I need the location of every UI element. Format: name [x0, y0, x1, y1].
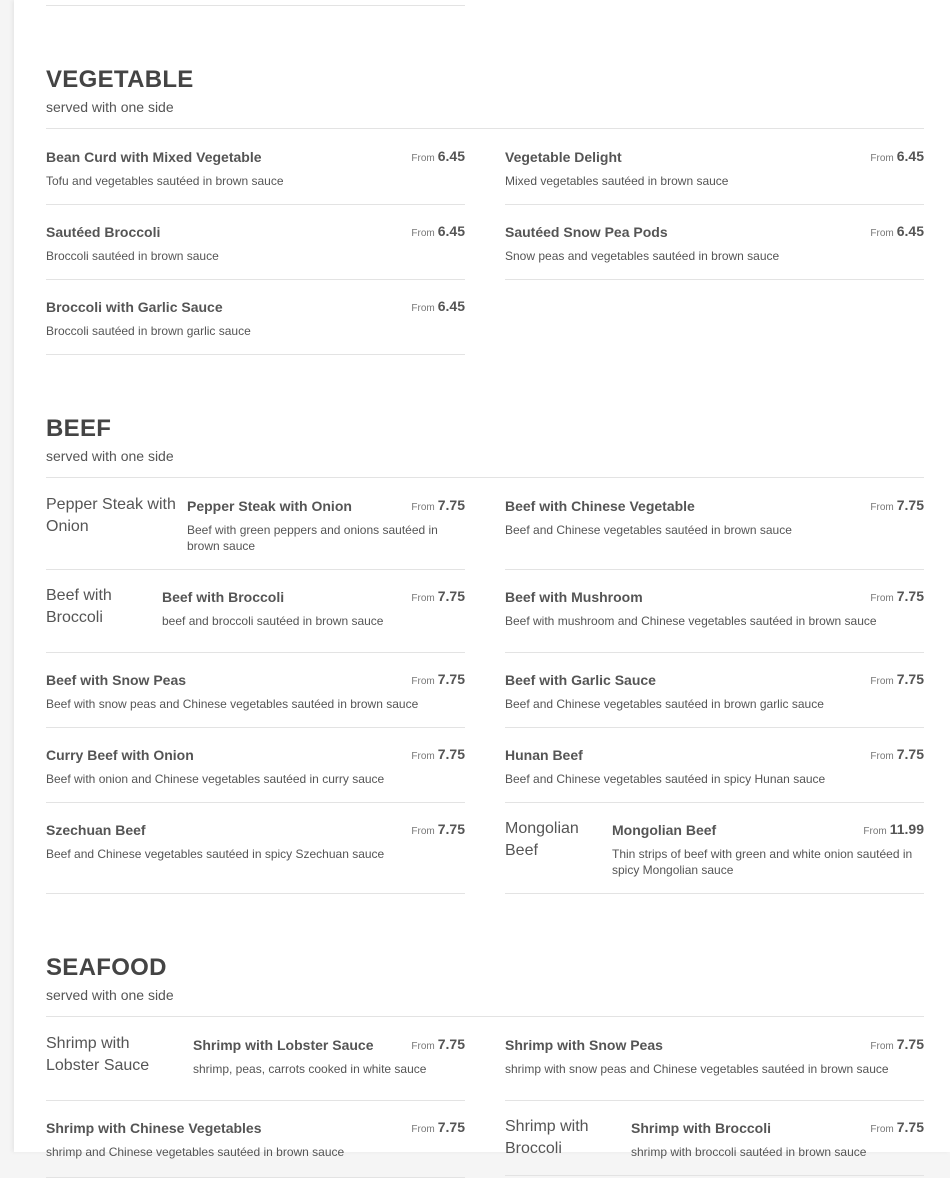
section-title: BEEF	[46, 415, 112, 442]
item-price: From 7.75	[870, 588, 924, 604]
menu-item[interactable]	[505, 670, 924, 728]
item-description: Mixed vegetables sautéed in brown sauce	[505, 174, 729, 188]
item-description: shrimp and Chinese vegetables sautéed in brown sauce	[46, 1145, 345, 1159]
section-vegetable	[46, 66, 924, 115]
divider	[46, 1016, 924, 1017]
menu-item[interactable]	[46, 147, 465, 205]
divider	[46, 477, 924, 478]
item-name: Vegetable Delight	[505, 149, 622, 165]
item-name: Bean Curd with Mixed Vegetable	[46, 149, 262, 165]
menu-item[interactable]	[505, 818, 924, 894]
item-price: From 7.75	[411, 588, 465, 604]
item-description: Beef and Chinese vegetables sautéed in brown sauce	[505, 523, 792, 537]
item-name: Beef with Chinese Vegetable	[505, 498, 695, 514]
item-price: From 6.45	[411, 148, 465, 164]
menu-item[interactable]	[46, 1033, 465, 1101]
item-description: Beef and Chinese vegetables sautéed in brown garlic sauce	[505, 697, 824, 711]
item-name: Sautéed Snow Pea Pods	[505, 224, 668, 240]
item-image: Beef with Broccoli	[46, 587, 112, 626]
divider	[46, 5, 465, 6]
item-name: Beef with Snow Peas	[46, 672, 187, 688]
item-price: From 7.75	[411, 1036, 465, 1052]
menu-item[interactable]	[505, 1116, 924, 1176]
menu-item[interactable]	[46, 222, 465, 280]
item-price: From 7.75	[870, 671, 924, 687]
item-name: Shrimp with Lobster Sauce	[193, 1037, 374, 1053]
item-description: Thin strips of beef with green and white onion sautéed in spicy Mongolian sauce	[612, 847, 913, 877]
item-price: From 6.45	[411, 298, 465, 314]
menu-item[interactable]	[46, 1118, 465, 1178]
section-seafood	[46, 954, 924, 1003]
item-price: From 7.75	[411, 671, 465, 687]
item-description: Tofu and vegetables sautéed in brown sauce	[46, 174, 284, 188]
item-name: Curry Beef with Onion	[46, 747, 194, 763]
menu-item[interactable]	[46, 585, 465, 653]
item-description: Beef and Chinese vegetables sautéed in spicy Hunan sauce	[505, 772, 826, 786]
section-subtitle: served with one side	[46, 987, 174, 1003]
menu-item[interactable]	[46, 670, 465, 728]
menu-item[interactable]	[505, 496, 924, 570]
item-image: Mongolian Beef	[505, 820, 579, 859]
item-name: Broccoli with Garlic Sauce	[46, 299, 223, 315]
divider	[46, 128, 924, 129]
item-description: Broccoli sautéed in brown garlic sauce	[46, 324, 251, 338]
item-description: shrimp, peas, carrots cooked in white sauce	[193, 1062, 427, 1076]
item-price: From 7.75	[411, 1119, 465, 1135]
item-name: Mongolian Beef	[612, 822, 717, 838]
section-title: VEGETABLE	[46, 66, 194, 93]
item-description: Broccoli sautéed in brown sauce	[46, 249, 219, 263]
item-price: From 7.75	[411, 497, 465, 513]
item-name: Sautéed Broccoli	[46, 224, 161, 240]
item-description: Beef and Chinese vegetables sautéed in spicy Szechuan sauce	[46, 847, 385, 861]
item-description: shrimp with broccoli sautéed in brown sauce	[631, 1145, 867, 1159]
item-price: From 7.75	[411, 746, 465, 762]
menu-item[interactable]	[505, 587, 924, 653]
section-title: SEAFOOD	[46, 954, 167, 981]
item-image: Pepper Steak with Onion	[46, 496, 176, 535]
menu-item[interactable]	[505, 147, 924, 205]
item-description: Beef with snow peas and Chinese vegetables sautéed in brown sauce	[46, 697, 419, 711]
item-description: Beef with onion and Chinese vegetables sautéed in curry sauce	[46, 772, 385, 786]
item-price: From 6.45	[411, 223, 465, 239]
menu-item[interactable]	[46, 820, 465, 894]
menu-item[interactable]	[46, 745, 465, 803]
item-price: From 6.45	[870, 223, 924, 239]
item-description: beef and broccoli sautéed in brown sauce	[162, 614, 384, 628]
section-subtitle: served with one side	[46, 448, 174, 464]
item-name: Shrimp with Snow Peas	[505, 1037, 663, 1053]
item-description: Beef with mushroom and Chinese vegetables sautéed in brown sauce	[505, 614, 877, 628]
item-price: From 6.45	[870, 148, 924, 164]
item-price: From 7.75	[870, 746, 924, 762]
item-price: From 7.75	[870, 1036, 924, 1052]
menu-item[interactable]	[505, 1035, 924, 1101]
menu-page	[14, 0, 950, 1159]
item-description: Snow peas and vegetables sautéed in brown sauce	[505, 249, 780, 263]
item-name: Pepper Steak with Onion	[187, 498, 352, 514]
item-name: Shrimp with Broccoli	[631, 1120, 772, 1136]
section-beef	[46, 415, 924, 464]
item-image: Shrimp with Broccoli	[505, 1118, 589, 1157]
item-name: Szechuan Beef	[46, 822, 146, 838]
item-name: Hunan Beef	[505, 747, 583, 763]
item-description: shrimp with snow peas and Chinese vegetables sautéed in brown sauce	[505, 1062, 889, 1076]
menu-item[interactable]	[505, 222, 924, 280]
section-subtitle: served with one side	[46, 99, 174, 115]
item-name: Beef with Broccoli	[162, 589, 285, 605]
item-price: From 7.75	[870, 1119, 924, 1135]
item-image: Shrimp with Lobster Sauce	[46, 1035, 150, 1074]
item-price: From 11.99	[863, 821, 924, 837]
item-name: Beef with Mushroom	[505, 589, 643, 605]
menu-item[interactable]	[46, 494, 465, 570]
item-name: Shrimp with Chinese Vegetables	[46, 1120, 262, 1136]
item-price: From 7.75	[411, 821, 465, 837]
menu-item[interactable]	[505, 745, 924, 803]
item-price: From 7.75	[870, 497, 924, 513]
item-name: Beef with Garlic Sauce	[505, 672, 656, 688]
menu-item[interactable]	[46, 297, 465, 355]
item-description: Beef with green peppers and onions sautéed in brown sauce	[187, 523, 438, 553]
